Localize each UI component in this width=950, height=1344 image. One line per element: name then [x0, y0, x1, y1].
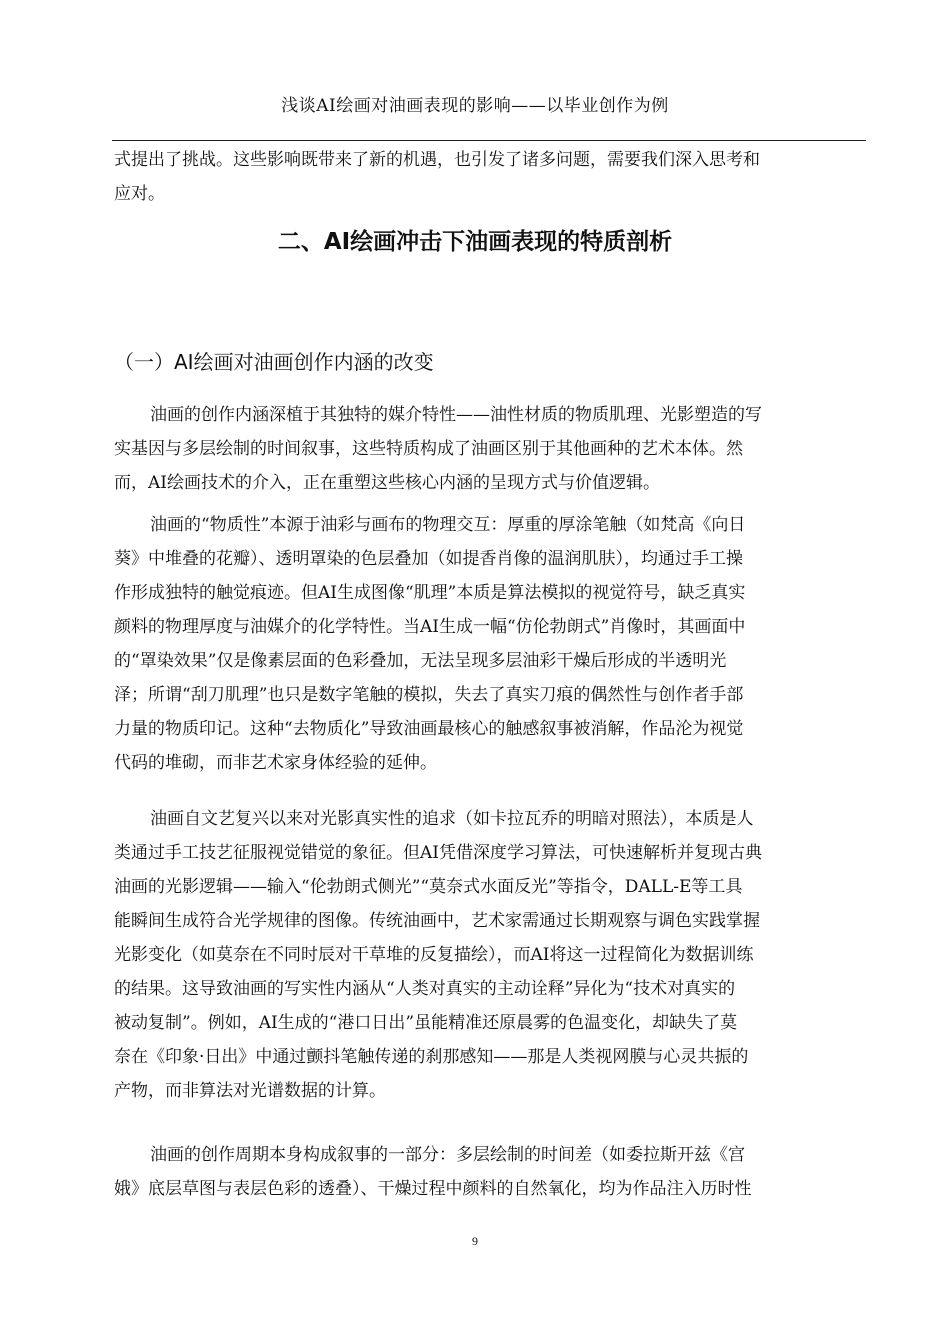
text-line: 油画自文艺复兴以来对光影真实性的追求（如卡拉瓦乔的明暗对照法），本质是人	[150, 809, 754, 829]
text-line: 式提出了挑战。这些影响既带来了新的机遇，也引发了诸多问题，需要我们深入思考和	[114, 150, 760, 170]
text-line: 被动复制”。例如，AI生成的“港口日出”虽能精准还原晨雾的色温变化，却缺失了莫	[114, 1013, 738, 1033]
text-line: 的“罩染效果”仅是像素层面的色彩叠加，无法呈现多层油彩干燥后形成的半透明光	[114, 651, 727, 671]
text-line: 代码的堆砌，而非艺术家身体经验的延伸。	[114, 753, 437, 773]
text-line: 的结果。这导致油画的写实性内涵从“人类对真实的主动诠释”异化为“技术对真实的	[114, 979, 736, 999]
intro-text	[114, 143, 862, 211]
paragraph-light-realism	[114, 802, 862, 1108]
text-line: 实基因与多层绘制的时间叙事，这些特质构成了油画区别于其他画种的艺术本体。然	[114, 439, 743, 459]
text-line: 应对。	[114, 184, 165, 204]
paragraph-material-intro	[114, 398, 862, 500]
text-line: 力量的物质印记。这种“去物质化”导致油画最核心的触感叙事被消解，作品沦为视觉	[114, 719, 744, 739]
text-line: 油画的创作周期本身构成叙事的一部分：多层绘制的时间差（如委拉斯开兹《宫	[150, 1145, 745, 1165]
running-header-title: 浅谈AI绘画对油画表现的影响——以毕业创作为例	[281, 96, 669, 116]
text-line: 奈在《印象·日出》中通过颤抖笔触传递的刹那感知——那是人类视网膜与心灵共振的	[114, 1047, 749, 1067]
text-line: 油画的创作内涵深植于其独特的媒介特性——油性材质的物质肌理、光影塑造的写	[150, 405, 762, 425]
text-line: 油画的光影逻辑——输入“伦勃朗式侧光”“莫奈式水面反光”等指令，DALL-E等工具	[114, 877, 743, 897]
text-line: 葵》中堆叠的花瓣）、透明罩染的色层叠加（如提香肖像的温润肌肤），均通过手工操	[114, 549, 743, 569]
paragraph-materiality	[114, 508, 862, 780]
text-line: 类通过手工技艺征服视觉错觉的象征。但AI凭借深度学习算法，可快速解析并复现古典	[114, 843, 762, 863]
text-line: 能瞬间生成符合光学规律的图像。传统油画中，艺术家需通过长期观察与调色实践掌握	[114, 911, 760, 931]
text-line: 光影变化（如莫奈在不同时辰对干草堆的反复描绘），而AI将这一过程简化为数据训练	[114, 945, 754, 965]
text-line: 颜料的物理厚度与油媒介的化学特性。当AI生成一幅“仿伦勃朗式”肖像时，其画面中	[114, 617, 746, 637]
text-line: 油画的“物质性”本源于油彩与画布的物理交互：厚重的厚涂笔触（如梵高《向日	[150, 515, 746, 535]
section-heading: 二、AI绘画冲击下油画表现的特质剖析	[277, 229, 673, 255]
text-line: 而，AI绘画技术的介入，正在重塑这些核心内涵的呈现方式与价值逻辑。	[114, 473, 660, 493]
paragraph-time-narrative	[114, 1138, 862, 1206]
text-line: 产物，而非算法对光谱数据的计算。	[114, 1081, 386, 1101]
page-number: 9	[472, 1234, 478, 1248]
text-line: 泽；所谓“刮刀肌理”也只是数字笔触的模拟，失去了真实刀痕的偶然性与创作者手部	[114, 685, 744, 705]
subsection-heading: （一）AI绘画对油画创作内涵的改变	[114, 350, 434, 374]
text-line: 娥》底层草图与表层色彩的透叠）、干燥过程中颜料的自然氧化，均为作品注入历时性	[114, 1179, 752, 1199]
text-line: 作形成独特的触觉痕迹。但AI生成图像“肌理”本质是算法模拟的视觉符号，缺乏真实	[114, 583, 746, 603]
header-divider	[112, 140, 866, 141]
